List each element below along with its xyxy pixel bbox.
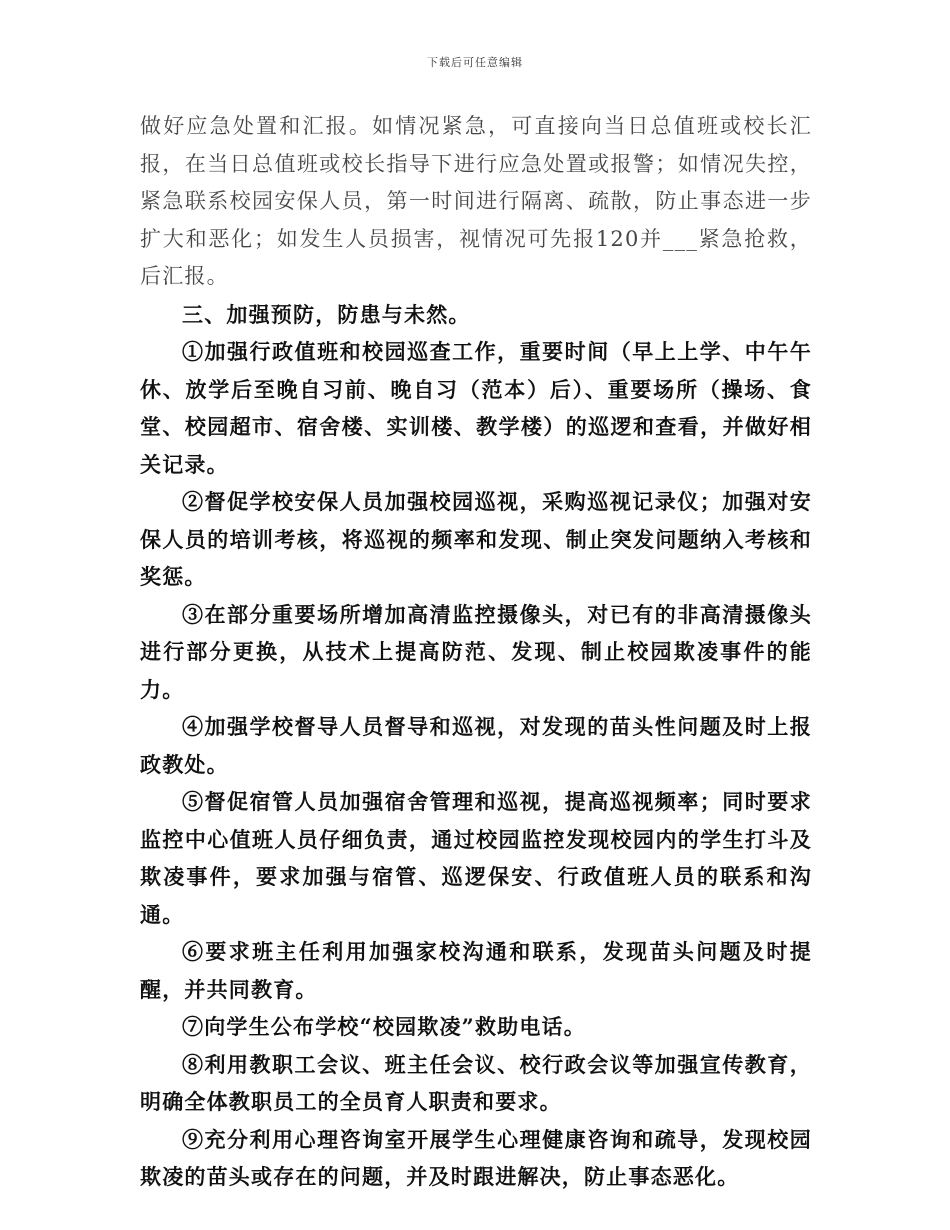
list-item-9: ⑨充分利用心理咨询室开展学生心理健康咨询和疏导，发现校园欺凌的苗头或存在的问题，并及时跟进解决，防止事态恶化。: [140, 1126, 812, 1189]
document-body: [140, 108, 812, 1196]
list-item-3: ③在部分重要场所增加高清监控摄像头，对已有的非高清摄像头进行部分更换，从技术上提高防范、发现、制止校园欺凌事件的能力。: [140, 601, 812, 702]
list-item-1: ①加强行政值班和校园巡查工作，重要时间（早上上学、中午午休、放学后至晚自习前、晚自习（范本）后）、重要场所（操场、食堂、校园超市、宿舍楼、实训楼、教学楼）的巡逻和查看，并做好相关记录。: [140, 339, 812, 477]
list-item-6: ⑥要求班主任利用加强家校沟通和联系，发现苗头问题及时提醒，并共同教育。: [140, 939, 812, 1002]
list-item-8: ⑧利用教职工会议、班主任会议、校行政会议等加强宣传教育，明确全体教职员工的全员育人职责和要求。: [140, 1051, 812, 1114]
lead-paragraph: 做好应急处置和汇报。如情况紧急，可直接向当日总值班或校长汇报，在当日总值班或校长指导下进行应急处置或报警；如情况失控，紧急联系校园安保人员，第一时间进行隔离、疏散，防止事态进一步扩大和恶化；如发生人员损害，视情况可先报120并___紧急抢救，后汇报。: [140, 114, 812, 288]
section-heading: 三、加强预防，防患与未然。: [182, 301, 471, 327]
list-item-7: ⑦向学生公布学校“校园欺凌”救助电话。: [182, 1014, 586, 1039]
page-header: 下载后可任意编辑: [427, 56, 523, 69]
list-item-5: ⑤督促宿管人员加强宿舍管理和巡视，提高巡视频率；同时要求监控中心值班人员仔细负责，通过校园监控发现校园内的学生打斗及欺凌事件，要求加强与宿管、巡逻保安、行政值班人员的联系和沟通。: [140, 789, 812, 927]
list-item-2: ②督促学校安保人员加强校园巡视，采购巡视记录仪；加强对安保人员的培训考核，将巡视的频率和发现、制止突发问题纳入考核和奖惩。: [140, 489, 812, 589]
list-item-4: ④加强学校督导人员督导和巡视，对发现的苗头性问题及时上报政教处。: [140, 714, 812, 777]
